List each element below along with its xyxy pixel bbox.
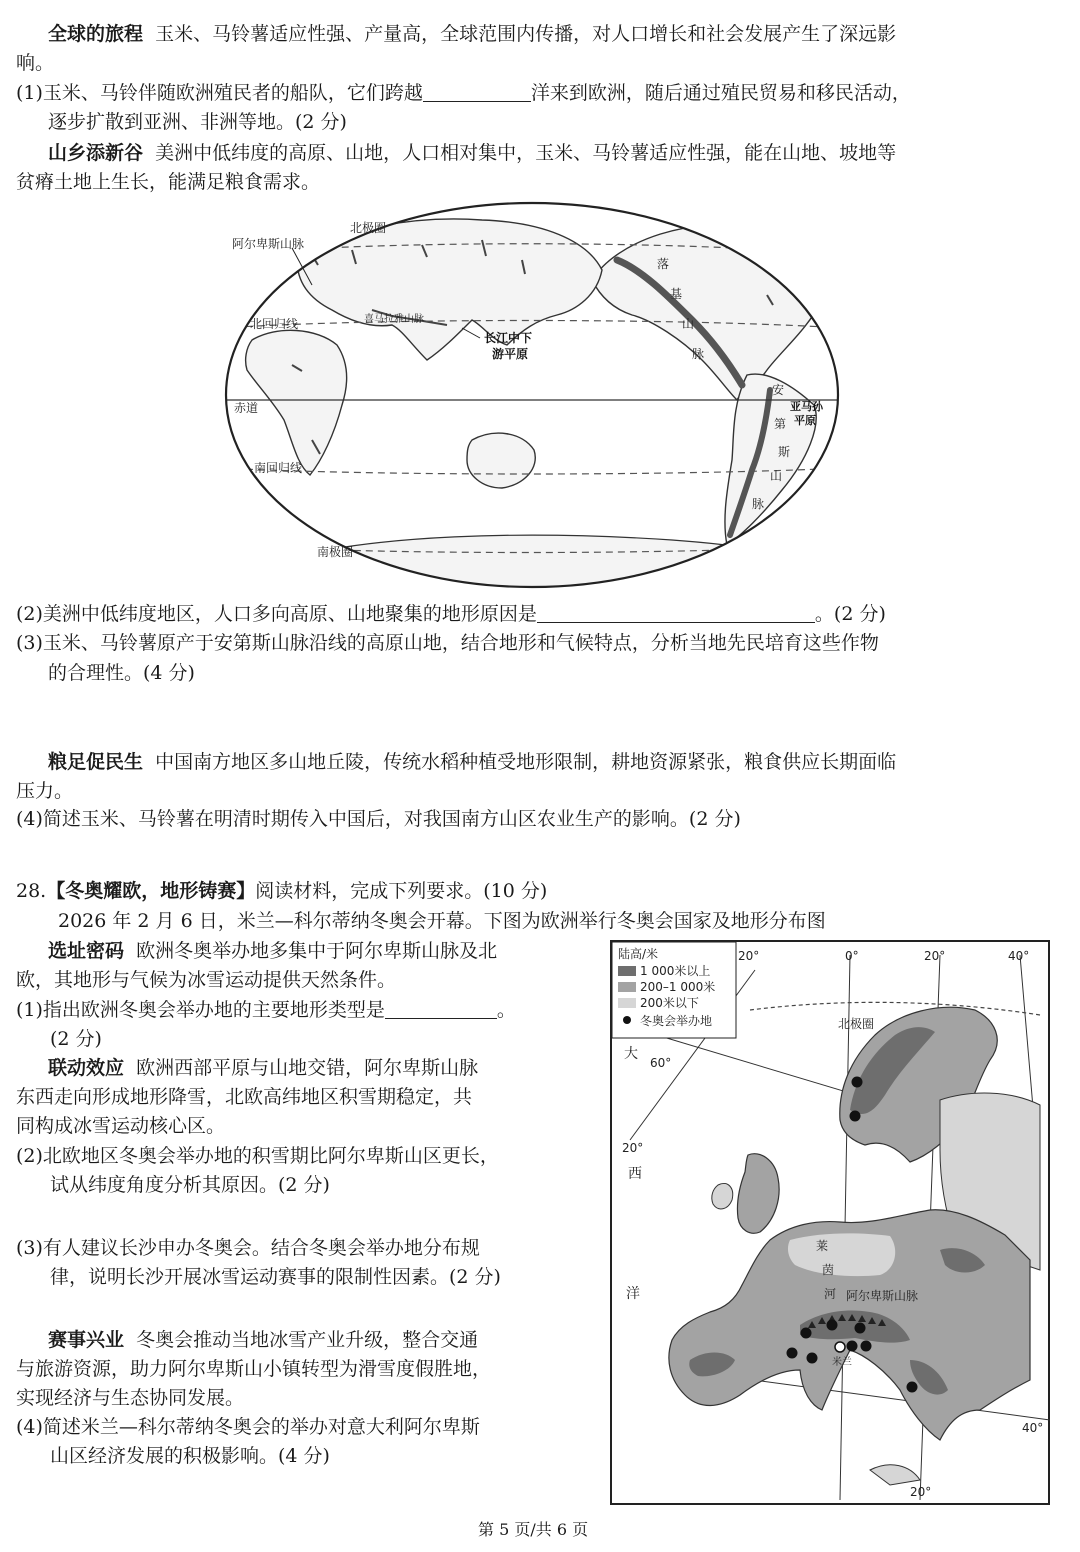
answer-blank-28-1[interactable] bbox=[385, 1000, 497, 1019]
label-amazon-1: 亚马孙 bbox=[790, 400, 823, 413]
label-rhine-2: 茵 bbox=[822, 1263, 835, 1277]
label-rockies-1: 落 bbox=[657, 257, 670, 271]
africa bbox=[246, 330, 347, 475]
section3-intro-text: 中国南方地区多山地丘陵，传统水稻种植受地形限制，耕地资源紧张，粮食供应长期面临 bbox=[155, 751, 897, 773]
greenland bbox=[777, 209, 822, 252]
q28-p3-text: 冬奥会推动当地冰雪产业升级，整合交通 bbox=[136, 1329, 479, 1351]
question3-line1: (3)玉米、马铃薯原产于安第斯山脉沿线的高原山地，结合地形和气候特点，分析当地先民培育这些作物 bbox=[16, 632, 879, 654]
question2 bbox=[16, 600, 886, 628]
page-footer: 第 5 页/共 6 页 bbox=[478, 1520, 589, 1539]
label-40n: 40° bbox=[1022, 1421, 1044, 1435]
label-20e-bottom: 20° bbox=[910, 1485, 932, 1499]
label-rockies-4: 脉 bbox=[692, 347, 705, 361]
q28-question2-line2: 试从纬度角度分析其原因。(2 分) bbox=[50, 1174, 330, 1196]
answer-blank-2[interactable] bbox=[537, 604, 815, 623]
label-60n: 60° bbox=[650, 1056, 672, 1070]
question1-text-2: 洋来到欧洲，随后通过殖民贸易和移民活动， bbox=[530, 82, 911, 104]
label-antarctic-circle: 南极圈 bbox=[317, 545, 354, 559]
label-andes-4: 山 bbox=[770, 469, 783, 483]
legend-item-high: 1 000米以上 bbox=[640, 964, 711, 978]
section1-intro-text: 玉米、马铃薯适应性强、产量高，全球范围内传播，对人口增长和社会发展产生了深远影 bbox=[155, 23, 897, 45]
q28-p2-line3: 同构成冰雪运动核心区。 bbox=[16, 1115, 226, 1137]
label-alps: 阿尔卑斯山脉 bbox=[232, 237, 305, 251]
q28-p2-line1 bbox=[48, 1054, 478, 1082]
q28-question1 bbox=[16, 996, 516, 1024]
q28-title: 【冬奥耀欧，地形铸赛】 bbox=[46, 880, 256, 902]
legend-item-host: 冬奥会举办地 bbox=[640, 1014, 713, 1028]
q28-p2-line2: 东西走向形成地形降雪，北欧高纬地区积雪期稳定，共 bbox=[16, 1086, 473, 1108]
q28-p3-line1 bbox=[48, 1326, 478, 1354]
answer-blank-1[interactable] bbox=[423, 83, 531, 102]
q28-number: 28. bbox=[16, 880, 47, 902]
legend-item-low: 200米以下 bbox=[640, 996, 699, 1010]
q28-p2-text: 欧洲西部平原与山地交错，阿尔卑斯山脉 bbox=[136, 1057, 479, 1079]
label-0: 0° bbox=[845, 949, 859, 963]
label-andes-1: 安 bbox=[772, 383, 785, 397]
map-legend bbox=[612, 942, 736, 1038]
q28-question1-text: (1)指出欧洲冬奥会举办地的主要地形类型是 bbox=[16, 999, 385, 1021]
milan-marker bbox=[835, 1342, 845, 1352]
section2-intro-line2: 贫瘠土地上生长，能满足粮食需求。 bbox=[16, 171, 321, 193]
label-yangtze-1: 长江中下 bbox=[484, 331, 533, 345]
q28-p1-text: 欧洲冬奥举办地多集中于阿尔卑斯山脉及北 bbox=[136, 940, 498, 962]
q28-question2-line1: (2)北欧地区冬奥会举办地的积雪期比阿尔卑斯山区更长， bbox=[16, 1145, 499, 1167]
label-himalaya: 喜马拉雅山脉 bbox=[364, 314, 424, 325]
label-milan: 米兰 bbox=[832, 1357, 852, 1368]
label-20e: 20° bbox=[924, 949, 946, 963]
q28-question4-line2: 山区经济发展的积极影响。(4 分) bbox=[50, 1445, 330, 1467]
question1 bbox=[16, 79, 911, 107]
section3-title: 粮足促民生 bbox=[48, 751, 144, 773]
section3-intro-line2: 压力。 bbox=[16, 780, 74, 802]
label-ocean-2: 西 bbox=[628, 1166, 642, 1182]
label-rhine-3: 河 bbox=[824, 1287, 837, 1301]
q28-instructions: 阅读材料，完成下列要求。(10 分) bbox=[255, 880, 548, 902]
label-andes-3: 斯 bbox=[778, 445, 791, 459]
q28-question1-score: (2 分) bbox=[50, 1028, 102, 1050]
label-tropic-capricorn: 南回归线 bbox=[254, 461, 303, 475]
legend-item-mid: 200–1 000米 bbox=[640, 980, 716, 994]
australia bbox=[467, 433, 535, 488]
label-20w-side: 20° bbox=[622, 1141, 644, 1155]
section2-title: 山乡添新谷 bbox=[48, 142, 144, 164]
label-alps-europe: 阿尔卑斯山脉 bbox=[846, 1289, 919, 1303]
q28-p3-line2: 与旅游资源，助力阿尔卑斯山小镇转型为滑雪度假胜地， bbox=[16, 1358, 492, 1380]
label-40e: 40° bbox=[1008, 949, 1030, 963]
europe-map bbox=[610, 940, 1050, 1505]
label-arctic-circle: 北极圈 bbox=[838, 1017, 875, 1031]
label-yangtze-2: 游平原 bbox=[492, 347, 529, 361]
north-america bbox=[592, 225, 825, 400]
section1-intro-line1 bbox=[48, 20, 896, 48]
question3-line2: 的合理性。(4 分) bbox=[48, 662, 195, 684]
question1-text: (1)玉米、马铃伴随欧洲殖民者的船队，它们跨越 bbox=[16, 82, 423, 104]
q28-p3-line3: 实现经济与生态协同发展。 bbox=[16, 1387, 245, 1409]
question4: (4)简述玉米、马铃薯在明清时期传入中国后，对我国南方山区农业生产的影响。(2 分) bbox=[16, 808, 741, 830]
q28-question3-line2: 律，说明长沙开展冰雪运动赛事的限制性因素。(2 分) bbox=[50, 1266, 501, 1288]
label-rockies-3: 山 bbox=[682, 317, 695, 331]
label-equator: 赤道 bbox=[234, 401, 259, 415]
label-arctic-circle: 北极圈 bbox=[350, 221, 387, 235]
q28-p1-line2: 欧，其地形与气候为冰雪运动提供天然条件。 bbox=[16, 969, 397, 991]
section2-intro-line1 bbox=[48, 139, 896, 167]
eurasia bbox=[297, 219, 602, 360]
question2-text: (2)美洲中低纬度地区，人口多向高原、山地聚集的地形原因是 bbox=[16, 603, 537, 625]
label-ocean-3: 洋 bbox=[626, 1286, 640, 1302]
section1-intro-line2: 响。 bbox=[16, 52, 55, 74]
section1-title: 全球的旅程 bbox=[48, 23, 144, 45]
q28-p1-title: 选址密码 bbox=[48, 940, 125, 962]
section3-intro-line1 bbox=[48, 748, 896, 776]
question2-text-2: 。(2 分) bbox=[814, 603, 886, 625]
label-andes-5: 脉 bbox=[752, 497, 765, 511]
q28-question4-line1: (4)简述米兰—科尔蒂纳冬奥会的举办对意大利阿尔卑斯 bbox=[16, 1416, 480, 1438]
q28-question1-text-2: 。 bbox=[496, 999, 516, 1021]
legend-title: 陆高/米 bbox=[618, 947, 659, 961]
label-tropic-cancer: 北回归线 bbox=[250, 317, 299, 331]
q28-p3-title: 赛事兴业 bbox=[48, 1329, 125, 1351]
q28-p1-line1 bbox=[48, 937, 497, 965]
label-rhine-1: 莱 bbox=[816, 1239, 829, 1253]
q28-heading bbox=[16, 877, 547, 905]
label-ocean-1: 大 bbox=[624, 1046, 638, 1062]
section2-intro-text: 美洲中低纬度的高原、山地，人口相对集中，玉米、马铃薯适应性强，能在山地、坡地等 bbox=[155, 142, 897, 164]
q28-intro: 2026 年 2 月 6 日，米兰—科尔蒂纳冬奥会开幕。下图为欧洲举行冬奥会国家及地形分布图 bbox=[58, 910, 826, 932]
label-rockies-2: 基 bbox=[670, 287, 683, 301]
question1-line2: 逐步扩散到亚洲、非洲等地。(2 分) bbox=[48, 111, 347, 133]
world-map bbox=[222, 200, 842, 595]
label-20w: 20° bbox=[738, 949, 760, 963]
q28-question3-line1: (3)有人建议长沙申办冬奥会。结合冬奥会举办地分布规 bbox=[16, 1237, 480, 1259]
q28-p2-title: 联动效应 bbox=[48, 1057, 125, 1079]
label-amazon-2: 平原 bbox=[794, 414, 816, 427]
label-andes-2: 第 bbox=[774, 417, 787, 431]
